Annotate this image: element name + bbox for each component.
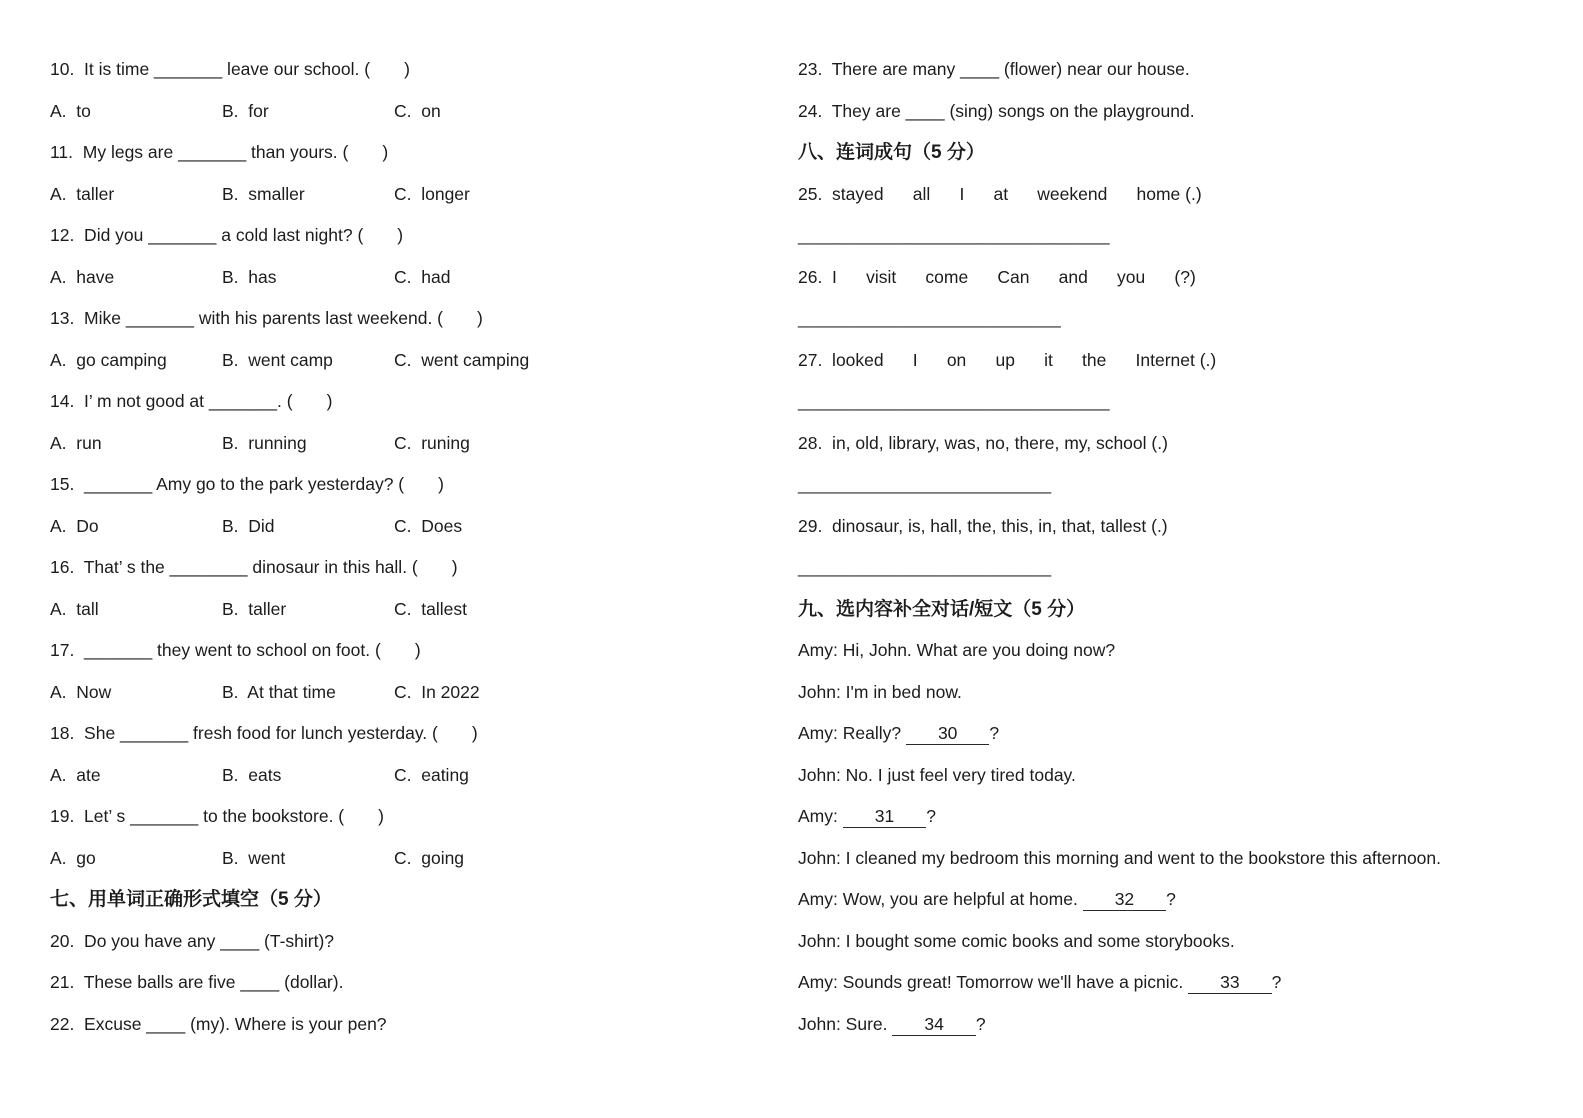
option-11-b: B. smaller [222, 183, 305, 204]
question-20: 20. Do you have any ____ (T-shirt)? [50, 930, 335, 951]
option-10-b: B. for [222, 100, 269, 121]
option-14-c: C. runing [394, 432, 470, 453]
option-19-a: A. go [50, 847, 96, 868]
options-11 [50, 174, 770, 216]
option-15-b: B. Did [222, 515, 275, 536]
option-14-b: B. running [222, 432, 307, 453]
option-19-c: C. going [394, 847, 465, 868]
question-29: 29. dinosaur, is, hall, the, this, in, that, tallest (.) [798, 515, 1168, 536]
dialogue-line-amy-5 [798, 962, 1568, 1004]
options-17 [50, 672, 770, 714]
answer-line-27: ________________________________ [798, 391, 1110, 411]
dialogue-text: Amy: [798, 806, 843, 826]
question-26: 26. I visit come Can and you (?) [798, 266, 1196, 287]
question-13: 13. Mike _______ with his parents last weekend. ( ) [50, 308, 483, 328]
dialogue-text: Amy: Wow, you are helpful at home. [798, 889, 1083, 909]
option-14-a: A. run [50, 432, 102, 453]
options-13 [50, 340, 770, 382]
answer-line-29: __________________________ [798, 557, 1052, 577]
question-18: 18. She _______ fresh food for lunch yesterday. ( ) [50, 723, 478, 743]
option-12-c: C. had [394, 266, 451, 287]
answer-line-28: __________________________ [798, 474, 1052, 494]
dialogue-text: Amy: Really? [798, 723, 906, 743]
question-27: 27. looked I on up it the Internet (.) [798, 349, 1217, 370]
options-16 [50, 589, 770, 631]
option-11-a: A. taller [50, 183, 115, 204]
dialogue-text: Amy: Sounds great! Tomorrow we'll have a picnic. [798, 972, 1189, 992]
dialogue-line-john-2: John: No. I just feel very tired today. [798, 764, 1076, 785]
section-8-title: 八、连词成句（5 分） [798, 142, 985, 163]
numbered-blank-33: 33 [1188, 971, 1271, 994]
dialogue-text: ? [1166, 889, 1176, 909]
option-16-a: A. tall [50, 598, 99, 619]
option-17-b: B. At that time [222, 681, 336, 702]
question-14: 14. I’ m not good at _______. ( ) [50, 391, 333, 411]
options-18 [50, 755, 770, 797]
option-16-c: C. tallest [394, 598, 467, 619]
option-12-a: A. have [50, 266, 115, 287]
dialogue-line-john-3: John: I cleaned my bedroom this morning and went to the bookstore this afternoon. [798, 847, 1442, 868]
question-10: 10. It is time _______ leave our school. ( ) [50, 59, 410, 79]
option-10-c: C. on [394, 100, 441, 121]
option-10-a: A. to [50, 100, 91, 121]
question-21: 21. These balls are five ____ (dollar). [50, 972, 344, 992]
dialogue-text: ? [989, 723, 1000, 743]
options-14 [50, 423, 770, 465]
numbered-blank-32: 32 [1083, 888, 1166, 911]
question-19: 19. Let’ s _______ to the bookstore. ( ) [50, 806, 384, 826]
question-15: 15. _______ Amy go to the park yesterday? ( ) [50, 474, 444, 494]
option-18-a: A. ate [50, 764, 101, 785]
dialogue-line-john-1: John: I'm in bed now. [798, 681, 962, 702]
option-15-c: C. Does [394, 515, 463, 536]
answer-line-25: ________________________________ [798, 225, 1110, 245]
dialogue-text: ? [926, 806, 936, 826]
option-13-c: C. went camping [394, 349, 530, 370]
option-12-b: B. has [222, 266, 277, 287]
options-19 [50, 838, 770, 880]
question-23: 23. There are many ____ (flower) near our house. [798, 59, 1190, 79]
dialogue-text: ? [1271, 972, 1282, 992]
numbered-blank-31: 31 [843, 805, 926, 828]
question-24: 24. They are ____ (sing) songs on the playground. [798, 100, 1195, 121]
question-12: 12. Did you _______ a cold last night? ( ) [50, 225, 404, 245]
options-10 [50, 91, 770, 133]
question-22: 22. Excuse ____ (my). Where is your pen? [50, 1013, 387, 1034]
options-12 [50, 257, 770, 299]
dialogue-line-john-5 [798, 1004, 1568, 1046]
dialogue-line-amy-4 [798, 879, 1568, 921]
dialogue-line-amy-1: Amy: Hi, John. What are you doing now? [798, 640, 1116, 660]
left-column [50, 49, 770, 1045]
option-18-b: B. eats [222, 764, 282, 785]
option-11-c: C. longer [394, 183, 470, 204]
question-16: 16. That’ s the ________ dinosaur in this hall. ( ) [50, 557, 458, 577]
option-13-a: A. go camping [50, 349, 167, 370]
section-9-title: 九、选内容补全对话/短文（5 分） [798, 598, 1086, 620]
option-15-a: A. Do [50, 515, 99, 536]
option-19-b: B. went [222, 847, 286, 868]
question-17: 17. _______ they went to school on foot. ( ) [50, 640, 421, 660]
option-17-c: C. In 2022 [394, 681, 480, 702]
option-16-b: B. taller [222, 598, 287, 619]
section-7-title: 七、用单词正确形式填空（5 分） [50, 889, 332, 910]
question-28: 28. in, old, library, was, no, there, my, school (.) [798, 432, 1168, 453]
dialogue-text: John: Sure. [798, 1013, 893, 1034]
option-18-c: C. eating [394, 764, 469, 785]
numbered-blank-30: 30 [906, 722, 989, 745]
right-column [798, 49, 1568, 1045]
answer-line-26: ___________________________ [798, 308, 1061, 328]
option-17-a: A. Now [50, 681, 112, 702]
question-11: 11. My legs are _______ than yours. ( ) [50, 142, 389, 162]
dialogue-line-amy-3 [798, 796, 1568, 838]
dialogue-text: ? [975, 1013, 986, 1034]
options-15 [50, 506, 770, 548]
numbered-blank-34: 34 [892, 1013, 975, 1036]
option-13-b: B. went camp [222, 349, 333, 370]
dialogue-line-john-4: John: I bought some comic books and some storybooks. [798, 930, 1235, 951]
question-25: 25. stayed all I at weekend home (.) [798, 183, 1202, 204]
dialogue-line-amy-2 [798, 713, 1568, 755]
